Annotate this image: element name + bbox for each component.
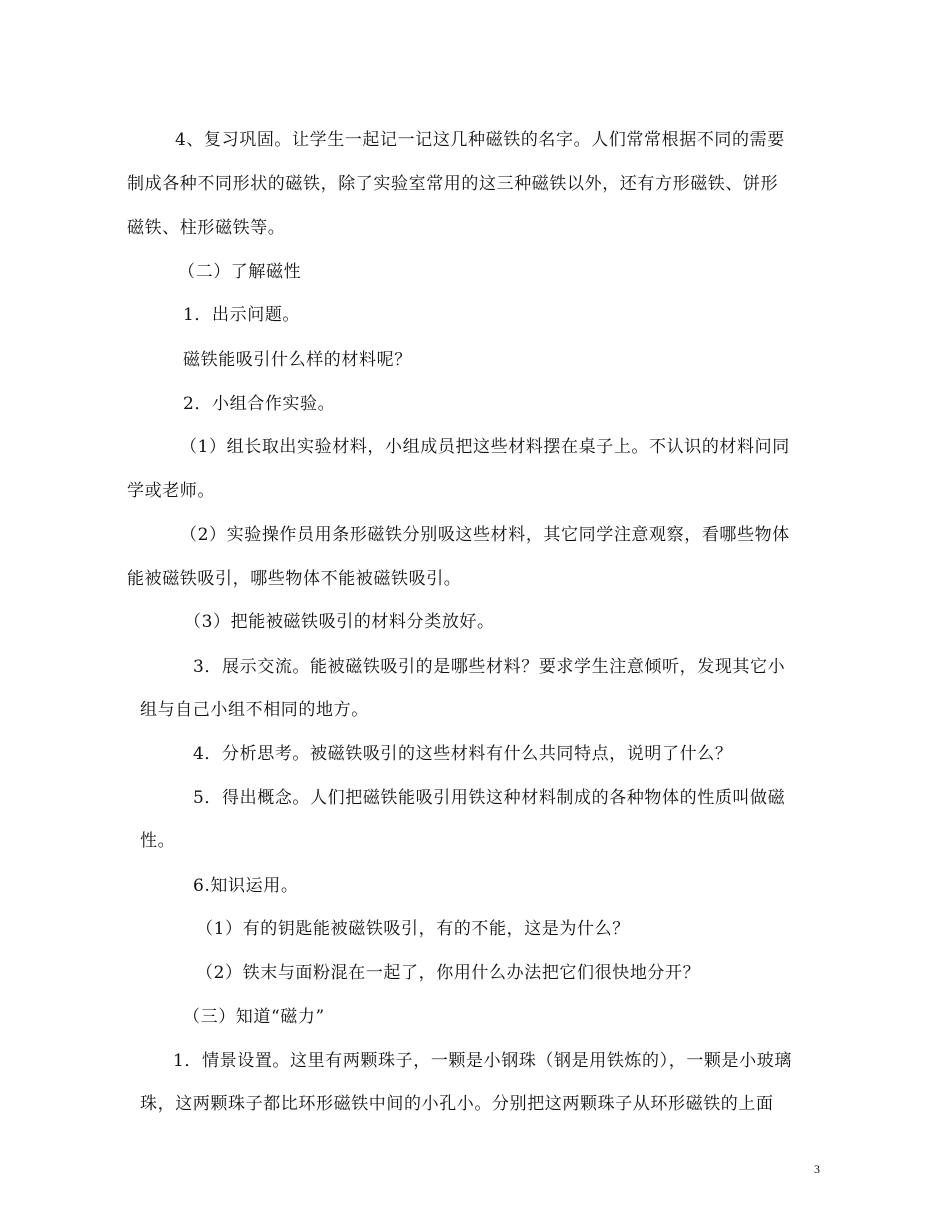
- paragraph-line: 珠，这两颗珠子都比环形磁铁中间的小孔小。分别把这两颗珠子从环形磁铁的上面: [140, 1094, 774, 1114]
- paragraph-line: 磁铁能吸引什么样的材料呢？: [183, 350, 412, 370]
- paragraph-line: 2．小组合作实验。: [183, 394, 336, 414]
- paragraph-line: 4、复习巩固。让学生一起记一记这几种磁铁的名字。人们常常根据不同的需要: [175, 130, 785, 150]
- paragraph-line: 1．出示问题。: [183, 305, 301, 325]
- paragraph-line: （2）铁末与面粉混在一起了，你用什么办法把它们很快地分开？: [196, 963, 701, 983]
- paragraph-line: （1）组长取出实验材料，小组成员把这些材料摆在桌子上。不认识的材料问同: [180, 437, 790, 457]
- paragraph-line: 磁铁、柱形磁铁等。: [127, 218, 286, 238]
- paragraph-line: 组与自己小组不相同的地方。: [140, 700, 369, 720]
- paragraph-line: 1．情景设置。这里有两颗珠子，一颗是小钢珠（钢是用铁炼的），一颗是小玻璃: [173, 1051, 792, 1071]
- paragraph-line: 4．分析思考。被磁铁吸引的这些材料有什么共同特点，说明了什么？: [193, 744, 733, 764]
- paragraph-line: 5．得出概念。人们把磁铁能吸引用铁这种材料制成的各种物体的性质叫做磁: [193, 788, 786, 808]
- paragraph-line: （1）有的钥匙能被磁铁吸引，有的不能，这是为什么？: [196, 919, 630, 939]
- section-heading: （二）了解磁性: [178, 262, 302, 282]
- paragraph-line: （3）把能被磁铁吸引的材料分类放好。: [184, 612, 495, 632]
- paragraph-line: 制成各种不同形状的磁铁，除了实验室常用的这三种磁铁以外，还有方形磁铁、饼形: [127, 174, 779, 194]
- paragraph-line: （2）实验操作员用条形磁铁分别吸这些材料，其它同学注意观察，看哪些物体: [180, 525, 790, 545]
- paragraph-line: 学或老师。: [127, 481, 215, 501]
- page-number: 3: [814, 1162, 820, 1176]
- paragraph-line: 3．展示交流。能被磁铁吸引的是哪些材料？要求学生注意倾听，发现其它小: [193, 657, 786, 677]
- paragraph-line: 能被磁铁吸引，哪些物体不能被磁铁吸引。: [127, 569, 462, 589]
- section-heading: （三）知道“磁力”: [183, 1007, 325, 1027]
- paragraph-line: 6.知识运用。: [193, 876, 299, 896]
- paragraph-line: 性。: [140, 831, 176, 851]
